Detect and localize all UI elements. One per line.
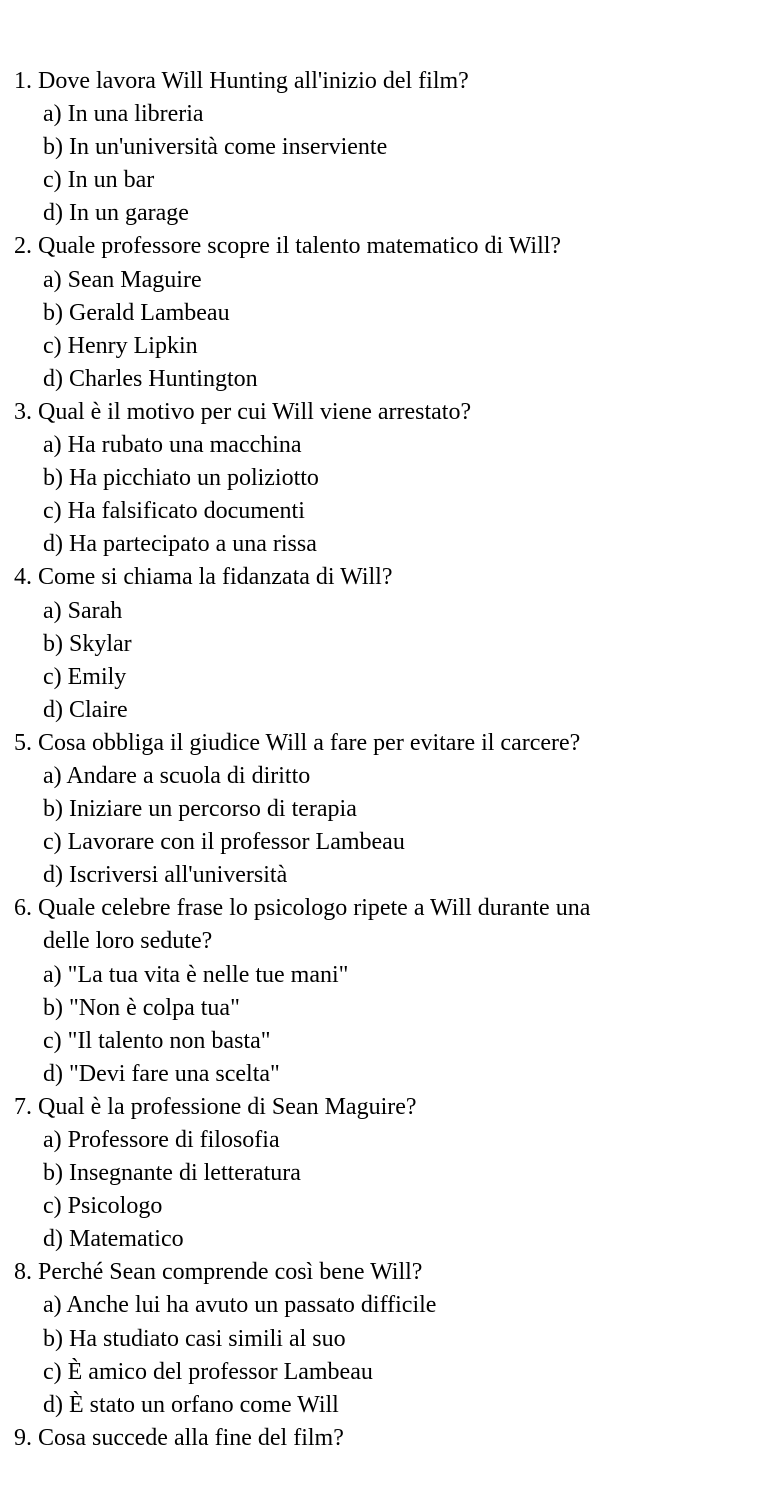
option-c: c) È amico del professor Lambeau (43, 1358, 373, 1385)
option-d: d) È stato un orfano come Will (43, 1391, 339, 1418)
option-a: a) Sean Maguire (43, 266, 202, 293)
question-4 (0, 561, 758, 726)
option-d: d) Ha partecipato a una rissa (43, 531, 317, 558)
option-c: c) "Il talento non basta" (43, 1027, 271, 1054)
question-5 (0, 727, 758, 892)
option-d: d) In un garage (43, 200, 189, 227)
option-d: d) Iscriversi all'università (43, 862, 288, 889)
question-text: 6. Quale celebre frase lo psicologo ripete a Will durante una (14, 895, 591, 922)
option-c: c) In un bar (43, 167, 155, 194)
question-text: 5. Cosa obbliga il giudice Will a fare per evitare il carcere? (14, 729, 581, 756)
question-text: 4. Come si chiama la fidanzata di Will? (14, 564, 393, 591)
option-a: a) In una libreria (43, 101, 204, 128)
option-b: b) In un'università come inserviente (43, 134, 388, 161)
option-b: b) Insegnante di letteratura (43, 1160, 301, 1187)
option-b: b) Ha picchiato un poliziotto (43, 465, 319, 492)
question-text: 1. Dove lavora Will Hunting all'inizio del film? (14, 68, 469, 94)
question-text: 9. Cosa succede alla fine del film? (14, 1424, 344, 1451)
option-a: a) Professore di filosofia (43, 1127, 280, 1153)
option-a: a) Andare a scuola di diritto (43, 762, 311, 789)
question-2 (0, 230, 758, 395)
option-c: c) Ha falsificato documenti (43, 498, 305, 525)
question-text: 7. Qual è la professione di Sean Maguire? (14, 1093, 417, 1120)
option-d: d) Charles Huntington (43, 365, 258, 392)
question-6 (0, 892, 758, 1091)
question-9 (0, 1422, 758, 1455)
option-d: d) "Devi fare una scelta" (43, 1060, 280, 1087)
option-a: a) Sarah (43, 597, 123, 624)
option-a: a) Anche lui ha avuto un passato difficile (43, 1292, 437, 1319)
question-text: 3. Qual è il motivo per cui Will viene arrestato? (14, 398, 472, 425)
question-text-continued: delle loro sedute? (43, 928, 213, 955)
option-d: d) Matematico (43, 1226, 184, 1253)
option-c: c) Henry Lipkin (43, 332, 198, 359)
question-text: 8. Perché Sean comprende così bene Will? (14, 1259, 423, 1286)
question-3 (0, 396, 758, 561)
option-d: d) Claire (43, 696, 128, 723)
question-8 (0, 1256, 758, 1421)
question-text: 2. Quale professore scopre il talento matematico di Will? (14, 233, 562, 260)
question-1 (0, 65, 758, 230)
option-a: a) Ha rubato una macchina (43, 432, 302, 459)
option-b: b) Skylar (43, 630, 132, 657)
option-b: b) Ha studiato casi simili al suo (43, 1325, 346, 1352)
option-c: c) Lavorare con il professor Lambeau (43, 829, 405, 856)
option-a: a) "La tua vita è nelle tue mani" (43, 961, 349, 988)
question-7 (0, 1091, 758, 1256)
quiz-document (0, 65, 758, 1455)
option-c: c) Emily (43, 663, 127, 690)
option-b: b) "Non è colpa tua" (43, 994, 240, 1021)
option-b: b) Gerald Lambeau (43, 299, 230, 326)
option-b: b) Iniziare un percorso di terapia (43, 796, 357, 823)
option-c: c) Psicologo (43, 1193, 163, 1220)
